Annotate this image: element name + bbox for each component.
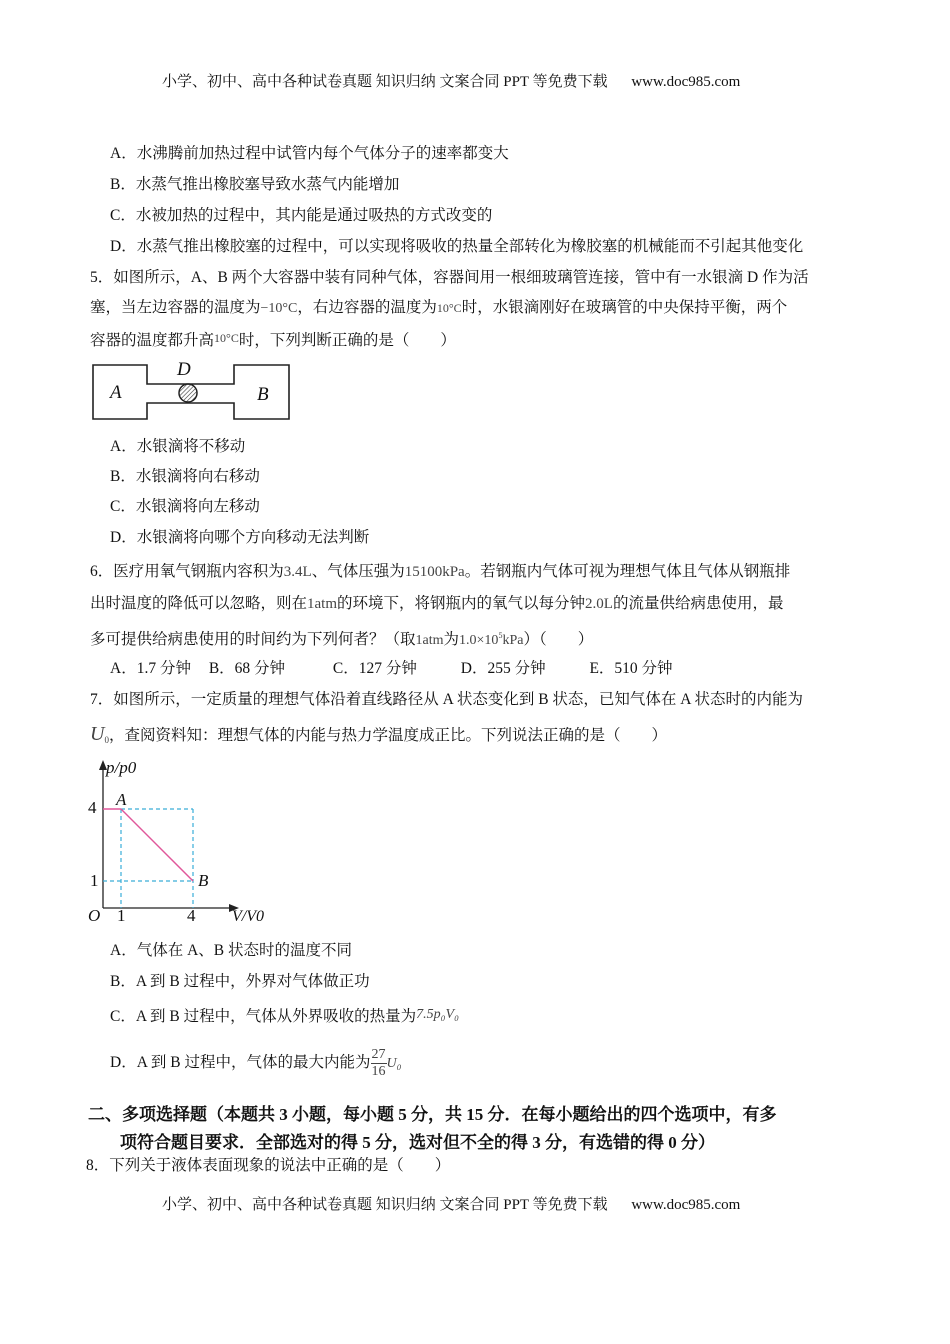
q8-line1: 8．下列关于液体表面现象的说法中正确的是（ ）	[86, 1157, 451, 1174]
q6-text: 、气体压强为	[311, 563, 405, 580]
q6-unit: kPa	[502, 633, 524, 648]
header-url[interactable]: www.doc985.com	[631, 74, 741, 90]
q6-line3	[90, 626, 593, 651]
q6-option-e: E．510 分钟	[589, 660, 673, 677]
q5-option-d: D．水银滴将向哪个方向移动无法判断	[110, 529, 370, 546]
q4-option-a: A．水沸腾前加热过程中试管内每个气体分子的速率都变大	[110, 145, 509, 162]
q6-option-b: B．68 分钟	[208, 660, 286, 677]
mercury-drop	[179, 384, 197, 402]
q7-option-d-u0: U₀	[386, 1056, 402, 1072]
q5-text: 时，水银滴刚好在玻璃管的中央保持平衡，两个	[461, 299, 788, 316]
q5-option-b: B．水银滴将向右移动	[110, 468, 260, 485]
q4-option-c: C．水被加热的过程中，其内能是通过吸热的方式改变的	[110, 207, 493, 224]
section2-heading-line1: 二、多项选择题（本题共 3 小题，每小题 5 分，共 15 分．在每小题给出的四个选项中，有多	[88, 1105, 777, 1124]
q6-line1	[90, 562, 790, 582]
guide-lines	[103, 809, 193, 908]
point-a-label: A	[116, 790, 127, 809]
q6-text: 出时温度的降低可以忽略，则在	[90, 595, 308, 612]
q6-atm: 1atm	[307, 596, 338, 612]
q6-text: 的流量供给病患使用，最	[612, 595, 784, 612]
q7-option-d	[110, 1047, 401, 1080]
a-to-b-line	[121, 809, 193, 881]
x-axis-label: V/V0	[232, 908, 264, 925]
footer-url[interactable]: www.doc985.com	[631, 1197, 741, 1213]
q7-option-a: A．气体在 A、B 状态时的温度不同	[110, 942, 352, 959]
q6-line2	[90, 594, 783, 614]
q5-text: 塞，当左边容器的温度为	[90, 299, 261, 316]
y-tick-4: 4	[88, 798, 97, 817]
fraction-27-16: $\frac{27}{16}$	[371, 1047, 386, 1079]
q6-atm: 1atm	[415, 633, 444, 648]
q6-pressure: 15100kPa	[404, 564, 465, 580]
q7-option-d-text: D．A 到 B 过程中，气体的最大内能为	[110, 1054, 371, 1072]
q4-option-d: D．水蒸气推出橡胶塞的过程中，可以实现将吸收的热量全部转化为橡胶塞的机械能而不引起其他变化	[110, 238, 804, 255]
q6-option-c: C．127 分钟	[332, 660, 417, 677]
label-b: B	[257, 384, 269, 405]
q5-text: 容器的温度都升高	[90, 332, 215, 349]
q5-text: 时，下列判断正确的是（ ）	[238, 332, 456, 349]
page-header	[162, 70, 740, 91]
q6-text: 的环境下，将钢瓶内的氧气以每分钟	[337, 595, 586, 612]
y-axis-label: p/p0	[106, 758, 137, 777]
q7-text: ，查阅资料知：理想气体的内能与热力学温度成正比。下列说法正确的是（ ）	[108, 727, 667, 744]
q6-text: 6．医疗用氧气钢瓶内容积为	[90, 563, 284, 580]
q7-line2	[90, 724, 667, 750]
origin-label: O	[88, 906, 101, 925]
q7-u0: U	[90, 723, 105, 745]
q7-line1: 7．如图所示，一定质量的理想气体沿着直线路径从 A 状态变化到 B 状态，已知气体在 A 状态时的内能为	[90, 691, 804, 708]
header-text: 小学、初中、高中各种试卷真题 知识归纳 文案合同 PPT 等免费下载	[162, 74, 608, 90]
q6-conversion: 1.0×10	[459, 633, 499, 648]
q7-option-c	[110, 1005, 459, 1027]
q6-exponent: 5	[498, 631, 503, 640]
q6-options	[110, 659, 673, 679]
point-b-label: B	[198, 871, 209, 890]
q5-line2	[90, 298, 787, 319]
q5-option-a: A．水银滴将不移动	[110, 438, 246, 455]
q5-line3	[90, 328, 456, 351]
q5-option-c: C．水银滴将向左移动	[110, 498, 260, 515]
footer-text: 小学、初中、高中各种试卷真题 知识归纳 文案合同 PPT 等免费下载	[162, 1197, 608, 1213]
page-footer	[162, 1193, 740, 1214]
q7-option-c-math: 7.5p₀V₀	[416, 1007, 459, 1022]
q5-temp-left: −10°C	[260, 301, 298, 316]
q7-u0-sub: 0	[104, 735, 109, 745]
q7-option-c-text: C．A 到 B 过程中，气体从外界吸收的热量为	[110, 1008, 417, 1025]
label-a: A	[110, 382, 122, 403]
q7-option-b: B．A 到 B 过程中，外界对气体做正功	[110, 973, 370, 990]
q6-text: ）（ ）	[523, 631, 594, 648]
pv-chart	[84, 758, 284, 933]
q5-temp-rise: 10°C	[214, 331, 239, 345]
pv-diagram	[84, 758, 284, 933]
q6-text: 为	[443, 631, 460, 648]
q6-text: 。若钢瓶内气体可视为理想气体且气体从钢瓶排	[464, 563, 791, 580]
label-d: D	[177, 359, 191, 380]
y-tick-1: 1	[90, 871, 99, 890]
q6-flow: 2.0L	[585, 596, 613, 612]
x-tick-1: 1	[117, 906, 126, 925]
q5-container-figure	[90, 359, 295, 422]
q6-text: 多可提供给病患使用的时间约为下列何者？（取	[90, 631, 416, 648]
x-tick-4: 4	[187, 906, 196, 925]
q6-option-d: D．255 分钟	[460, 660, 546, 677]
q5-text: ，右边容器的温度为	[297, 299, 437, 316]
q5-line1: 5．如图所示，A、B 两个大容器中装有同种气体，容器间用一根细玻璃管连接，管中有一水银滴 D 作为活	[90, 269, 809, 286]
q6-option-a: A．1.7 分钟	[110, 660, 191, 677]
q6-volume: 3.4L	[283, 564, 312, 580]
section2-heading-line2: 项符合题目要求．全部选对的得 5 分，选对但不全的得 3 分，有选错的得 0 分）	[120, 1133, 715, 1152]
q5-temp-right: 10°C	[436, 301, 462, 315]
q4-option-b: B．水蒸气推出橡胶塞导致水蒸气内能增加	[110, 176, 400, 193]
